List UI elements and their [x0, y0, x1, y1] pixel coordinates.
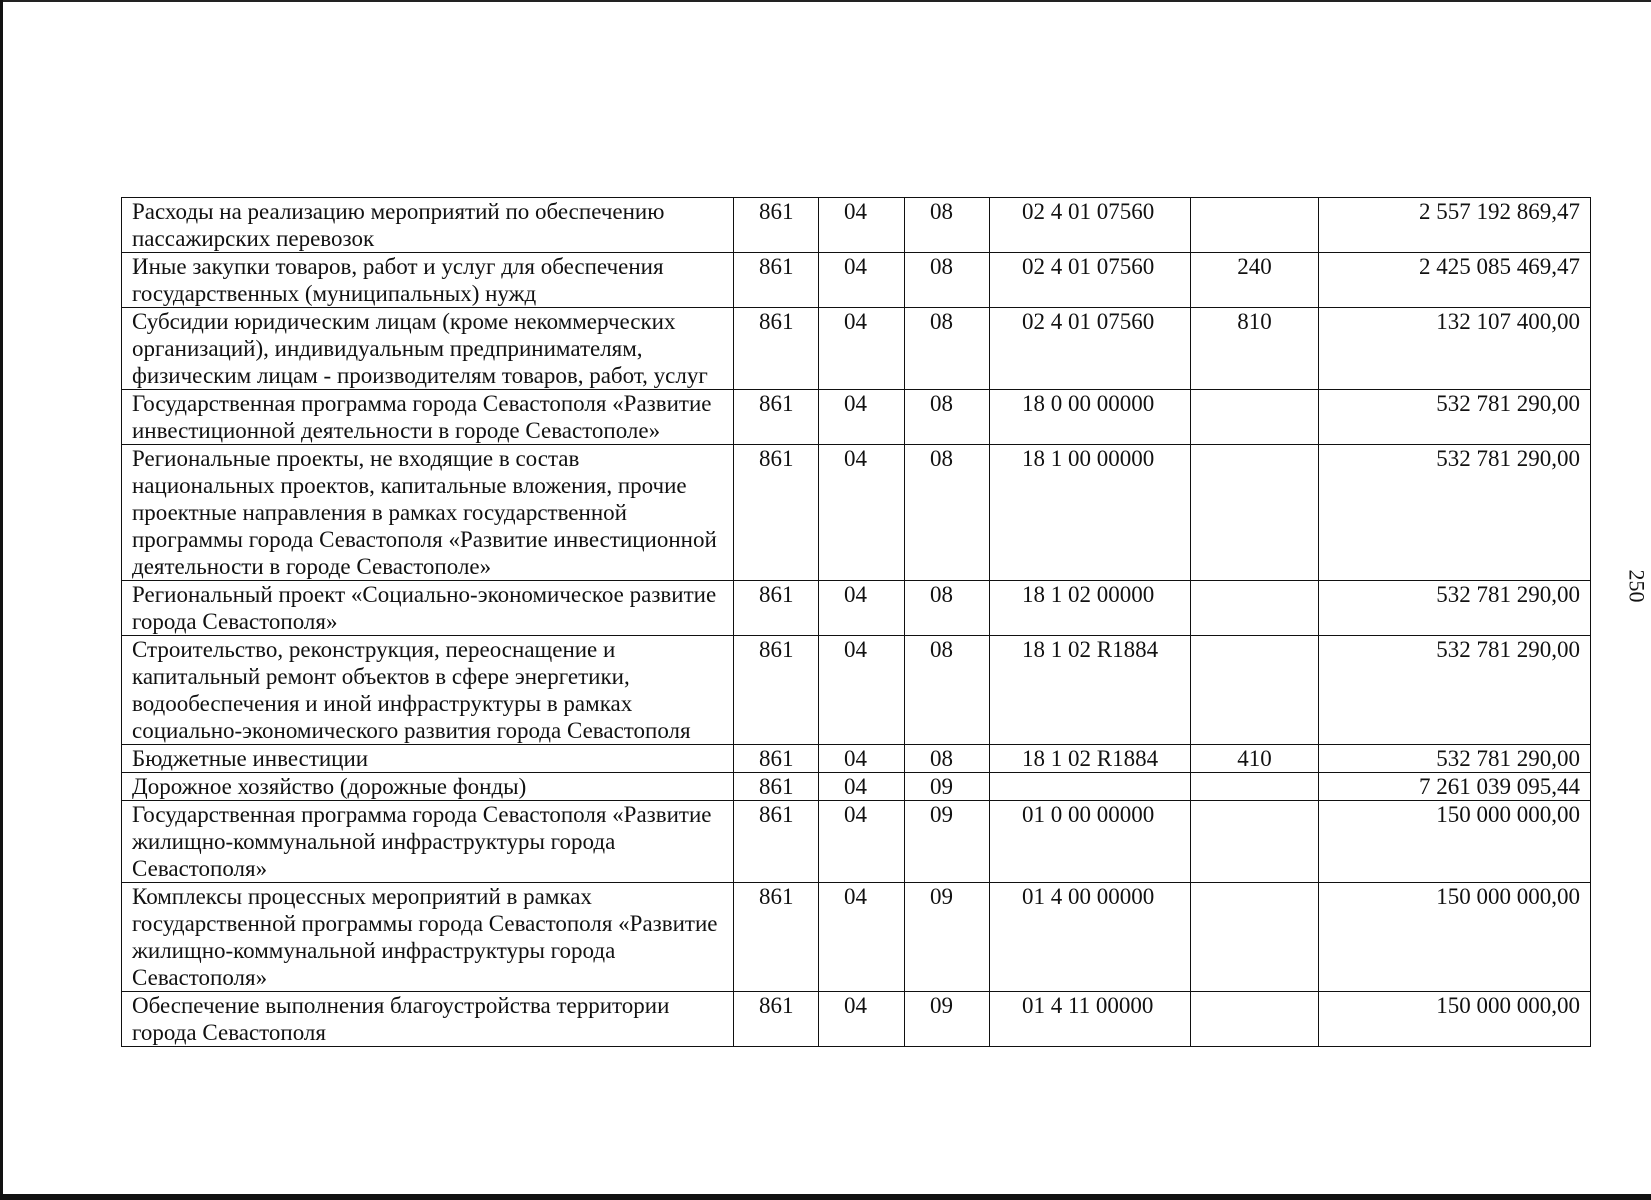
- table-body: [122, 198, 1591, 1047]
- cell-target-article: 02 4 01 07560: [990, 308, 1191, 390]
- cell-subsection: 08: [905, 253, 990, 308]
- cell-name: Государственная программа города Севастополя «Развитие инвестиционной деятельности в городе Севастополе»: [122, 390, 734, 445]
- cell-subsection: 08: [905, 390, 990, 445]
- cell-name: Бюджетные инвестиции: [122, 745, 734, 773]
- cell-subsection: 08: [905, 636, 990, 745]
- cell-grbs: 861: [734, 745, 819, 773]
- cell-target-article: 18 1 02 00000: [990, 581, 1191, 636]
- cell-section: 04: [819, 445, 905, 581]
- cell-section: 04: [819, 773, 905, 801]
- cell-target-article: 18 1 02 R1884: [990, 745, 1191, 773]
- cell-amount: 7 261 039 095,44: [1319, 773, 1591, 801]
- cell-amount: 532 781 290,00: [1319, 581, 1591, 636]
- cell-target-article: 01 4 11 00000: [990, 992, 1191, 1047]
- cell-section: 04: [819, 883, 905, 992]
- cell-amount: 150 000 000,00: [1319, 992, 1591, 1047]
- cell-grbs: 861: [734, 883, 819, 992]
- cell-expense-type: 410: [1191, 745, 1319, 773]
- cell-name: Строительство, реконструкция, переоснащение и капитальный ремонт объектов в сфере энергетики, водообеспечения и иной инфраструктуры в рамках социально-экономического развития города Севастополя: [122, 636, 734, 745]
- cell-grbs: 861: [734, 801, 819, 883]
- cell-subsection: 09: [905, 801, 990, 883]
- cell-expense-type: [1191, 992, 1319, 1047]
- page-number: 250: [1624, 569, 1650, 603]
- cell-amount: 132 107 400,00: [1319, 308, 1591, 390]
- table-row: [122, 883, 1591, 992]
- cell-amount: 532 781 290,00: [1319, 390, 1591, 445]
- cell-subsection: 09: [905, 773, 990, 801]
- cell-expense-type: [1191, 773, 1319, 801]
- cell-expense-type: [1191, 390, 1319, 445]
- cell-target-article: 01 0 00 00000: [990, 801, 1191, 883]
- cell-target-article: 18 1 00 00000: [990, 445, 1191, 581]
- cell-expense-type: [1191, 801, 1319, 883]
- cell-amount: 532 781 290,00: [1319, 445, 1591, 581]
- cell-target-article: 18 0 00 00000: [990, 390, 1191, 445]
- cell-section: 04: [819, 992, 905, 1047]
- table-row: [122, 992, 1591, 1047]
- cell-expense-type: 240: [1191, 253, 1319, 308]
- table-row: [122, 801, 1591, 883]
- cell-target-article: 18 1 02 R1884: [990, 636, 1191, 745]
- table-row: [122, 636, 1591, 745]
- cell-amount: 532 781 290,00: [1319, 745, 1591, 773]
- cell-section: 04: [819, 308, 905, 390]
- cell-expense-type: [1191, 581, 1319, 636]
- cell-subsection: 08: [905, 198, 990, 253]
- cell-target-article: 02 4 01 07560: [990, 253, 1191, 308]
- cell-amount: 150 000 000,00: [1319, 883, 1591, 992]
- cell-name: Дорожное хозяйство (дорожные фонды): [122, 773, 734, 801]
- cell-grbs: 861: [734, 445, 819, 581]
- cell-subsection: 08: [905, 581, 990, 636]
- cell-subsection: 09: [905, 992, 990, 1047]
- table-row: [122, 198, 1591, 253]
- table-row: [122, 390, 1591, 445]
- cell-name: Комплексы процессных мероприятий в рамках государственной программы города Севастополя «Развитие жилищно-коммунальной инфраструктуры города Севастополя»: [122, 883, 734, 992]
- cell-section: 04: [819, 390, 905, 445]
- cell-name: Субсидии юридическим лицам (кроме некоммерческих организаций), индивидуальным предпринимателям, физическим лицам - производителям товаров, работ, услуг: [122, 308, 734, 390]
- cell-expense-type: [1191, 198, 1319, 253]
- table-row: [122, 745, 1591, 773]
- cell-name: Региональный проект «Социально-экономическое развитие города Севастополя»: [122, 581, 734, 636]
- cell-name: Расходы на реализацию мероприятий по обеспечению пассажирских перевозок: [122, 198, 734, 253]
- cell-expense-type: [1191, 445, 1319, 581]
- cell-subsection: 08: [905, 308, 990, 390]
- table-row: [122, 581, 1591, 636]
- cell-expense-type: [1191, 883, 1319, 992]
- table-row: [122, 253, 1591, 308]
- cell-section: 04: [819, 745, 905, 773]
- table-row: [122, 445, 1591, 581]
- cell-name: Иные закупки товаров, работ и услуг для обеспечения государственных (муниципальных) нужд: [122, 253, 734, 308]
- cell-grbs: 861: [734, 773, 819, 801]
- cell-grbs: 861: [734, 390, 819, 445]
- cell-name: Обеспечение выполнения благоустройства территории города Севастополя: [122, 992, 734, 1047]
- cell-section: 04: [819, 581, 905, 636]
- cell-subsection: 08: [905, 745, 990, 773]
- cell-subsection: 08: [905, 445, 990, 581]
- page-edge-left: [0, 0, 3, 1200]
- cell-grbs: 861: [734, 253, 819, 308]
- budget-table: [121, 197, 1591, 1047]
- cell-expense-type: [1191, 636, 1319, 745]
- cell-grbs: 861: [734, 636, 819, 745]
- cell-target-article: 02 4 01 07560: [990, 198, 1191, 253]
- cell-grbs: 861: [734, 198, 819, 253]
- cell-target-article: [990, 773, 1191, 801]
- cell-amount: 2 425 085 469,47: [1319, 253, 1591, 308]
- cell-name: Государственная программа города Севастополя «Развитие жилищно-коммунальной инфраструктуры города Севастополя»: [122, 801, 734, 883]
- cell-grbs: 861: [734, 581, 819, 636]
- cell-section: 04: [819, 198, 905, 253]
- cell-subsection: 09: [905, 883, 990, 992]
- page-edge-bottom: [0, 1194, 1651, 1200]
- cell-amount: 150 000 000,00: [1319, 801, 1591, 883]
- cell-section: 04: [819, 253, 905, 308]
- cell-grbs: 861: [734, 308, 819, 390]
- page-edge-top: [0, 0, 1651, 2]
- cell-section: 04: [819, 801, 905, 883]
- cell-amount: 2 557 192 869,47: [1319, 198, 1591, 253]
- cell-expense-type: 810: [1191, 308, 1319, 390]
- cell-amount: 532 781 290,00: [1319, 636, 1591, 745]
- table-row: [122, 773, 1591, 801]
- cell-name: Региональные проекты, не входящие в состав национальных проектов, капитальные вложения, прочие проектные направления в рамках государственной программы города Севастополя «Развитие инвестиционной деятельности в городе Севастополе»: [122, 445, 734, 581]
- table-row: [122, 308, 1591, 390]
- cell-grbs: 861: [734, 992, 819, 1047]
- cell-target-article: 01 4 00 00000: [990, 883, 1191, 992]
- cell-section: 04: [819, 636, 905, 745]
